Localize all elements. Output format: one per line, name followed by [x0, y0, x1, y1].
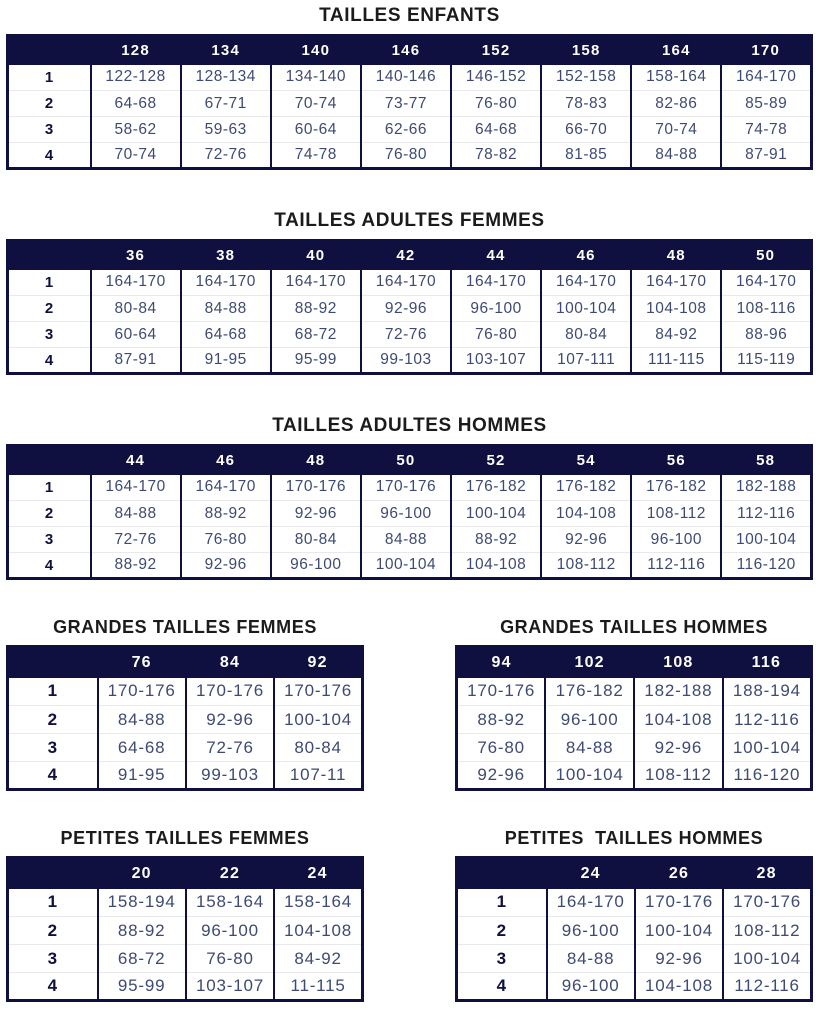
- size-cell: 60-64: [91, 322, 181, 348]
- size-cell: 164-170: [721, 65, 811, 91]
- size-cell: 87-91: [721, 143, 811, 169]
- size-table-adultes_hommes: [6, 444, 813, 580]
- column-header: 170: [721, 36, 811, 65]
- size-cell: 91-95: [98, 762, 186, 790]
- size-cell: 80-84: [541, 322, 631, 348]
- data-row: [8, 973, 363, 1001]
- data-row: [8, 270, 812, 296]
- column-header: 50: [361, 446, 451, 475]
- column-header: 94: [457, 647, 546, 678]
- size-cell: 64-68: [451, 117, 541, 143]
- size-cell: 170-176: [98, 678, 186, 706]
- header-row: [457, 647, 812, 678]
- column-header: 20: [98, 858, 186, 889]
- size-cell: 158-164: [274, 889, 362, 917]
- table-body: [8, 65, 812, 169]
- column-header: 158: [541, 36, 631, 65]
- table-head: [8, 446, 812, 475]
- size-cell: 103-107: [186, 973, 274, 1001]
- size-cell: 100-104: [723, 734, 812, 762]
- size-cell: 103-107: [451, 348, 541, 374]
- size-cell: 96-100: [631, 527, 721, 553]
- data-row: [8, 889, 363, 917]
- data-row: [8, 143, 812, 169]
- size-cell: 188-194: [723, 678, 812, 706]
- size-cell: 170-176: [361, 475, 451, 501]
- row-label: 4: [8, 143, 91, 169]
- column-header: 140: [271, 36, 361, 65]
- column-header: 76: [98, 647, 186, 678]
- size-table-adultes_femmes: [6, 239, 813, 375]
- size-table-grandes_femmes: [6, 645, 364, 791]
- size-cell: 170-176: [635, 889, 723, 917]
- size-cell: 70-74: [91, 143, 181, 169]
- size-cell: 84-92: [631, 322, 721, 348]
- size-cell: 158-194: [98, 889, 186, 917]
- column-header: 146: [361, 36, 451, 65]
- data-row: [457, 973, 812, 1001]
- size-cell: 96-100: [545, 706, 634, 734]
- size-cell: 116-120: [723, 762, 812, 790]
- size-cell: 88-96: [721, 322, 811, 348]
- size-cell: 80-84: [91, 296, 181, 322]
- table-body: [457, 889, 812, 1001]
- row-label: 4: [457, 973, 547, 1001]
- size-cell: 108-112: [541, 553, 631, 579]
- size-cell: 164-170: [181, 475, 271, 501]
- size-cell: 88-92: [451, 527, 541, 553]
- size-cell: 92-96: [541, 527, 631, 553]
- row-label: 4: [8, 348, 91, 374]
- table-head: [8, 858, 363, 889]
- size-cell: 96-100: [271, 553, 361, 579]
- data-row: [457, 734, 812, 762]
- table-body: [8, 678, 363, 790]
- size-cell: 100-104: [361, 553, 451, 579]
- size-cell: 170-176: [723, 889, 811, 917]
- size-cell: 164-170: [631, 270, 721, 296]
- table-title-enfants: TAILLES ENFANTS: [319, 5, 500, 26]
- size-cell: 74-78: [271, 143, 361, 169]
- data-row: [8, 527, 812, 553]
- table-row-group: [6, 210, 813, 375]
- size-cell: 176-182: [545, 678, 634, 706]
- size-cell: 116-120: [721, 553, 811, 579]
- size-cell: 108-116: [721, 296, 811, 322]
- size-cell: 176-182: [631, 475, 721, 501]
- size-cell: 100-104: [451, 501, 541, 527]
- size-cell: 164-170: [547, 889, 635, 917]
- header-row: [8, 858, 363, 889]
- row-label: 2: [8, 501, 91, 527]
- column-header: 52: [451, 446, 541, 475]
- size-cell: 170-176: [271, 475, 361, 501]
- size-cell: 66-70: [541, 117, 631, 143]
- size-cell: 108-112: [631, 501, 721, 527]
- table-section-grandes_femmes: [6, 616, 364, 791]
- column-header: 40: [271, 241, 361, 270]
- size-cell: 170-176: [274, 678, 362, 706]
- table-body: [8, 270, 812, 374]
- table-title-adultes_hommes: TAILLES ADULTES HOMMES: [272, 415, 547, 436]
- data-row: [8, 706, 363, 734]
- size-cell: 146-152: [451, 65, 541, 91]
- table-row-group: [6, 827, 813, 1002]
- data-row: [457, 917, 812, 945]
- size-cell: 112-116: [723, 706, 812, 734]
- header-row: [8, 446, 812, 475]
- table-head: [457, 858, 812, 889]
- table-body: [8, 889, 363, 1001]
- data-row: [8, 553, 812, 579]
- column-header: 102: [545, 647, 634, 678]
- data-row: [8, 917, 363, 945]
- column-header: 42: [361, 241, 451, 270]
- size-table-petites_femmes: [6, 856, 364, 1002]
- column-header: 38: [181, 241, 271, 270]
- header-row: [8, 647, 363, 678]
- header-row: [457, 858, 812, 889]
- data-row: [8, 322, 812, 348]
- column-header: 44: [91, 446, 181, 475]
- size-cell: 100-104: [545, 762, 634, 790]
- data-row: [8, 678, 363, 706]
- row-label: 2: [8, 706, 98, 734]
- table-title-petites_hommes: PETITES TAILLES HOMMES: [504, 828, 764, 848]
- column-header: 22: [186, 858, 274, 889]
- size-cell: 122-128: [91, 65, 181, 91]
- data-row: [457, 945, 812, 973]
- row-label: 1: [47, 681, 58, 701]
- corner-cell: [457, 858, 547, 889]
- size-cell: 182-188: [721, 475, 811, 501]
- column-header: 54: [541, 446, 631, 475]
- size-cell: 84-88: [631, 143, 721, 169]
- column-header: 46: [541, 241, 631, 270]
- size-cell: 104-108: [634, 706, 723, 734]
- size-cell: 140-146: [361, 65, 451, 91]
- size-table-grandes_hommes: [455, 645, 813, 791]
- data-row: [457, 678, 812, 706]
- size-cell: 87-91: [91, 348, 181, 374]
- size-cell: 96-100: [547, 973, 635, 1001]
- corner-cell: [8, 36, 91, 65]
- row-label: 4: [8, 973, 98, 1001]
- size-cell: 95-99: [98, 973, 186, 1001]
- size-cell: 100-104: [541, 296, 631, 322]
- size-cell: 72-76: [91, 527, 181, 553]
- column-header: 58: [721, 446, 811, 475]
- size-cell: 158-164: [631, 65, 721, 91]
- size-cell: 80-84: [274, 734, 362, 762]
- data-row: [8, 296, 812, 322]
- size-cell: 164-170: [181, 270, 271, 296]
- row-label: 3: [457, 945, 547, 973]
- row-label: 3: [8, 945, 98, 973]
- size-cell: 176-182: [541, 475, 631, 501]
- size-cell: 107-111: [541, 348, 631, 374]
- data-row: [8, 91, 812, 117]
- row-label: 3: [8, 117, 91, 143]
- size-cell: 73-77: [361, 91, 451, 117]
- size-cell: 70-74: [631, 117, 721, 143]
- table-row-group: [6, 616, 813, 791]
- size-cell: 104-108: [631, 296, 721, 322]
- size-cell: 74-78: [721, 117, 811, 143]
- size-cell: 176-182: [451, 475, 541, 501]
- size-cell: 72-76: [181, 143, 271, 169]
- size-cell: 78-82: [451, 143, 541, 169]
- size-cell: 88-92: [457, 706, 546, 734]
- size-cell: 88-92: [181, 501, 271, 527]
- size-table-petites_hommes: [455, 856, 813, 1002]
- column-header: 44: [451, 241, 541, 270]
- table-section-enfants: [6, 5, 813, 170]
- column-header: 24: [547, 858, 635, 889]
- table-row-group: [6, 415, 813, 580]
- size-cell: 58-62: [91, 117, 181, 143]
- size-cell: 92-96: [457, 762, 546, 790]
- size-cell: 72-76: [361, 322, 451, 348]
- data-row: [8, 501, 812, 527]
- column-header: 26: [635, 858, 723, 889]
- data-row: [8, 762, 363, 790]
- size-cell: 67-71: [181, 91, 271, 117]
- size-cell: 88-92: [271, 296, 361, 322]
- row-label: 3: [8, 734, 98, 762]
- size-cell: 84-88: [91, 501, 181, 527]
- row-label: 2: [457, 917, 547, 945]
- size-cell: 96-100: [186, 917, 274, 945]
- table-section-adultes_femmes: [6, 210, 813, 375]
- column-header: 134: [181, 36, 271, 65]
- size-cell: 76-80: [451, 91, 541, 117]
- column-header: 92: [274, 647, 362, 678]
- table-body: [8, 475, 812, 579]
- size-cell: 76-80: [457, 734, 546, 762]
- column-header: 50: [721, 241, 811, 270]
- header-row: [8, 241, 812, 270]
- table-head: [8, 241, 812, 270]
- size-cell: 84-88: [545, 734, 634, 762]
- column-header: 164: [631, 36, 721, 65]
- size-cell: 111-115: [631, 348, 721, 374]
- data-row: [457, 889, 812, 917]
- data-row: [8, 475, 812, 501]
- size-cell: 76-80: [181, 527, 271, 553]
- size-cell: 164-170: [91, 270, 181, 296]
- table-title-petites_femmes: PETITES TAILLES FEMMES: [60, 828, 310, 848]
- size-cell: 96-100: [547, 917, 635, 945]
- size-cell: 92-96: [635, 945, 723, 973]
- column-header: 48: [631, 241, 721, 270]
- row-label: 1: [47, 892, 58, 912]
- row-label: 3: [8, 322, 91, 348]
- table-section-petites_femmes: [6, 827, 364, 1002]
- size-cell: 72-76: [186, 734, 274, 762]
- size-cell: 88-92: [91, 553, 181, 579]
- data-row: [8, 945, 363, 973]
- column-header: 46: [181, 446, 271, 475]
- size-cell: 164-170: [271, 270, 361, 296]
- column-header: 128: [91, 36, 181, 65]
- size-cell: 108-112: [634, 762, 723, 790]
- size-cell: 88-92: [98, 917, 186, 945]
- corner-cell: [8, 446, 91, 475]
- size-cell: 81-85: [541, 143, 631, 169]
- size-cell: 92-96: [186, 706, 274, 734]
- data-row: [457, 762, 812, 790]
- column-header: 84: [186, 647, 274, 678]
- size-cell: 92-96: [361, 296, 451, 322]
- table-section-adultes_hommes: [6, 415, 813, 580]
- row-label: 2: [8, 91, 91, 117]
- size-cell: 68-72: [271, 322, 361, 348]
- corner-cell: [8, 241, 91, 270]
- size-cell: 170-176: [186, 678, 274, 706]
- size-cell: 92-96: [634, 734, 723, 762]
- column-header: 56: [631, 446, 721, 475]
- size-cell: 11-115: [274, 973, 362, 1001]
- table-head: [457, 647, 812, 678]
- corner-cell: [8, 858, 98, 889]
- size-cell: 84-88: [547, 945, 635, 973]
- size-cell: 76-80: [451, 322, 541, 348]
- size-cell: 95-99: [271, 348, 361, 374]
- row-label: 2: [8, 917, 98, 945]
- table-row-group: [6, 5, 813, 170]
- table-title-adultes_femmes: TAILLES ADULTES FEMMES: [274, 210, 545, 231]
- size-cell: 108-112: [723, 917, 811, 945]
- size-cell: 84-88: [98, 706, 186, 734]
- size-cell: 84-88: [361, 527, 451, 553]
- column-header: 108: [634, 647, 723, 678]
- size-cell: 170-176: [467, 681, 536, 701]
- size-cell: 64-68: [91, 91, 181, 117]
- table-section-petites_hommes: [455, 827, 813, 1002]
- size-cell: 104-108: [274, 917, 362, 945]
- size-cell: 104-108: [541, 501, 631, 527]
- size-cell: 59-63: [181, 117, 271, 143]
- size-cell: 99-103: [361, 348, 451, 374]
- size-cell: 152-158: [541, 65, 631, 91]
- size-cell: 100-104: [723, 945, 811, 973]
- size-cell: 64-68: [98, 734, 186, 762]
- row-label: 1: [44, 478, 54, 496]
- size-cell: 107-11: [274, 762, 362, 790]
- size-cell: 84-92: [274, 945, 362, 973]
- column-header: 116: [723, 647, 812, 678]
- size-cell: 134-140: [271, 65, 361, 91]
- column-header: 36: [91, 241, 181, 270]
- row-label: 1: [44, 273, 54, 291]
- size-cell: 100-104: [274, 706, 362, 734]
- row-label: 4: [8, 762, 98, 790]
- size-cell: 104-108: [451, 553, 541, 579]
- size-cell: 80-84: [271, 527, 361, 553]
- row-label: 3: [8, 527, 91, 553]
- size-cell: 128-134: [181, 65, 271, 91]
- size-cell: 164-170: [541, 270, 631, 296]
- column-header: 48: [271, 446, 361, 475]
- size-cell: 96-100: [451, 296, 541, 322]
- size-cell: 115-119: [721, 348, 811, 374]
- size-cell: 112-116: [721, 501, 811, 527]
- size-cell: 96-100: [361, 501, 451, 527]
- size-cell: 104-108: [635, 973, 723, 1001]
- size-cell: 158-164: [186, 889, 274, 917]
- column-header: 24: [274, 858, 362, 889]
- size-cell: 100-104: [635, 917, 723, 945]
- column-header: 28: [723, 858, 811, 889]
- data-row: [8, 65, 812, 91]
- size-cell: 78-83: [541, 91, 631, 117]
- size-cell: 164-170: [451, 270, 541, 296]
- size-cell: 70-74: [271, 91, 361, 117]
- data-row: [457, 706, 812, 734]
- data-row: [8, 117, 812, 143]
- data-row: [8, 734, 363, 762]
- row-label: 2: [8, 296, 91, 322]
- size-cell: 68-72: [98, 945, 186, 973]
- size-cell: 82-86: [631, 91, 721, 117]
- row-label: 1: [496, 892, 507, 912]
- size-cell: 112-116: [631, 553, 721, 579]
- size-cell: 92-96: [271, 501, 361, 527]
- size-cell: 164-170: [721, 270, 811, 296]
- size-cell: 100-104: [721, 527, 811, 553]
- table-body: [457, 678, 812, 790]
- table-head: [8, 647, 363, 678]
- table-section-grandes_hommes: [455, 616, 813, 791]
- size-cell: 112-116: [723, 973, 811, 1001]
- column-header: 152: [451, 36, 541, 65]
- size-cell: 164-170: [361, 270, 451, 296]
- corner-cell: [8, 647, 98, 678]
- row-label: 1: [44, 68, 54, 86]
- size-table-enfants: [6, 34, 813, 170]
- size-cell: 76-80: [186, 945, 274, 973]
- size-cell: 76-80: [361, 143, 451, 169]
- table-head: [8, 36, 812, 65]
- row-label: 4: [8, 553, 91, 579]
- table-title-grandes_femmes: GRANDES TAILLES FEMMES: [53, 617, 317, 637]
- size-cell: 182-188: [634, 678, 723, 706]
- size-cell: 62-66: [361, 117, 451, 143]
- size-cell: 91-95: [181, 348, 271, 374]
- size-cell: 60-64: [271, 117, 361, 143]
- table-title-grandes_hommes: GRANDES TAILLES HOMMES: [500, 617, 768, 637]
- data-row: [8, 348, 812, 374]
- header-row: [8, 36, 812, 65]
- size-cell: 64-68: [181, 322, 271, 348]
- size-cell: 99-103: [186, 762, 274, 790]
- size-cell: 92-96: [181, 553, 271, 579]
- size-cell: 164-170: [91, 475, 181, 501]
- size-cell: 85-89: [721, 91, 811, 117]
- size-cell: 84-88: [181, 296, 271, 322]
